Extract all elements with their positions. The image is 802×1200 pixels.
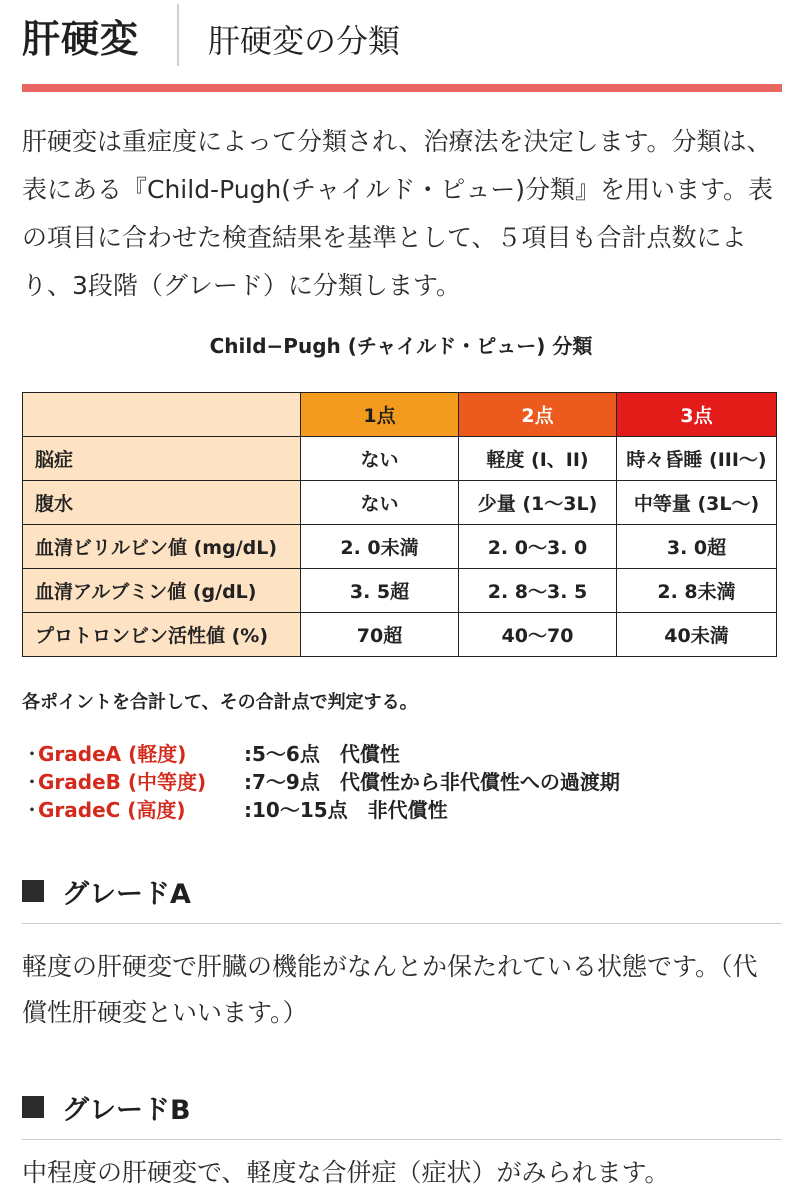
square-bullet-icon — [22, 880, 44, 902]
grade-description: :10〜15点 非代償性 — [244, 798, 448, 822]
child-pugh-table — [22, 392, 777, 657]
grade-item — [22, 768, 620, 796]
header-3-points: 3点 — [617, 393, 777, 437]
title-divider — [177, 4, 179, 66]
bullet: ・ — [22, 742, 42, 766]
table-caption: Child−Pugh (チャイルド・ピュー) 分類 — [209, 334, 593, 358]
table-cell: 2. 0未満 — [301, 525, 459, 569]
grade-description: :7〜9点 代償性から非代償性への過渡期 — [244, 770, 620, 794]
row-label: 腹水 — [23, 481, 301, 525]
bullet: ・ — [22, 770, 42, 794]
table-row — [23, 437, 777, 481]
table-corner-cell — [23, 393, 301, 437]
table-header-row — [23, 393, 777, 437]
scoring-note: 各ポイントを合計して、その合計点で判定する。 — [22, 692, 418, 713]
grade-item — [22, 740, 620, 768]
table-cell: 3. 5超 — [301, 569, 459, 613]
page-title: 肝硬変 — [22, 17, 140, 61]
grade-name: GradeC (高度) — [38, 798, 186, 822]
table-row — [23, 569, 777, 613]
section-heading-grade-a — [22, 870, 782, 924]
section-title: グレードA — [62, 879, 191, 910]
table-cell: 2. 8〜3. 5 — [459, 569, 617, 613]
row-label: 脳症 — [23, 437, 301, 481]
table-row — [23, 525, 777, 569]
grade-name: GradeA (軽度) — [38, 742, 187, 766]
table-cell: 少量 (1〜3L) — [459, 481, 617, 525]
section-text-grade-a: 軽度の肝硬変で肝臓の機能がなんとか保たれている状態です。（代償性肝硬変といいます。） — [22, 952, 758, 1027]
intro-paragraph: 肝硬変は重症度によって分類され、治療法を決定します。分類は、表にある『Child-Pugh(チャイルド・ピュー)分類』を用います。表の項目に合わせた検査結果を基準として、５項目も合計点数により、3段階（グレード）に分類します。 — [22, 127, 774, 300]
grade-item — [22, 796, 620, 824]
table-cell: 中等量 (3L〜) — [617, 481, 777, 525]
table-cell: 40〜70 — [459, 613, 617, 657]
table-cell: ない — [301, 437, 459, 481]
grade-list — [22, 740, 620, 824]
square-bullet-icon — [22, 1096, 44, 1118]
table-cell: 軽度 (I、II) — [459, 437, 617, 481]
table-cell: 時々昏睡 (III〜) — [617, 437, 777, 481]
grade-name: GradeB (中等度) — [38, 770, 207, 794]
section-text-grade-b: 中程度の肝硬変で、軽度な合併症（症状）がみられます。 — [22, 1158, 670, 1187]
row-label: 血清ビリルビン値 (mg/dL) — [23, 525, 301, 569]
header-1-point: 1点 — [301, 393, 459, 437]
table-cell: 40未満 — [617, 613, 777, 657]
table-cell: 3. 0超 — [617, 525, 777, 569]
row-label: 血清アルブミン値 (g/dL) — [23, 569, 301, 613]
section-heading-grade-b — [22, 1086, 782, 1140]
page-subtitle: 肝硬変の分類 — [208, 22, 401, 60]
table-row — [23, 481, 777, 525]
table-cell: ない — [301, 481, 459, 525]
table-cell: 70超 — [301, 613, 459, 657]
table-cell: 2. 8未満 — [617, 569, 777, 613]
grade-description: :5〜6点 代償性 — [244, 742, 400, 766]
bullet: ・ — [22, 798, 42, 822]
table-cell: 2. 0〜3. 0 — [459, 525, 617, 569]
section-title: グレードB — [62, 1095, 191, 1126]
header-2-points: 2点 — [459, 393, 617, 437]
page-header — [22, 0, 782, 92]
table-row — [23, 613, 777, 657]
row-label: プロトロンビン活性値 (%) — [23, 613, 301, 657]
